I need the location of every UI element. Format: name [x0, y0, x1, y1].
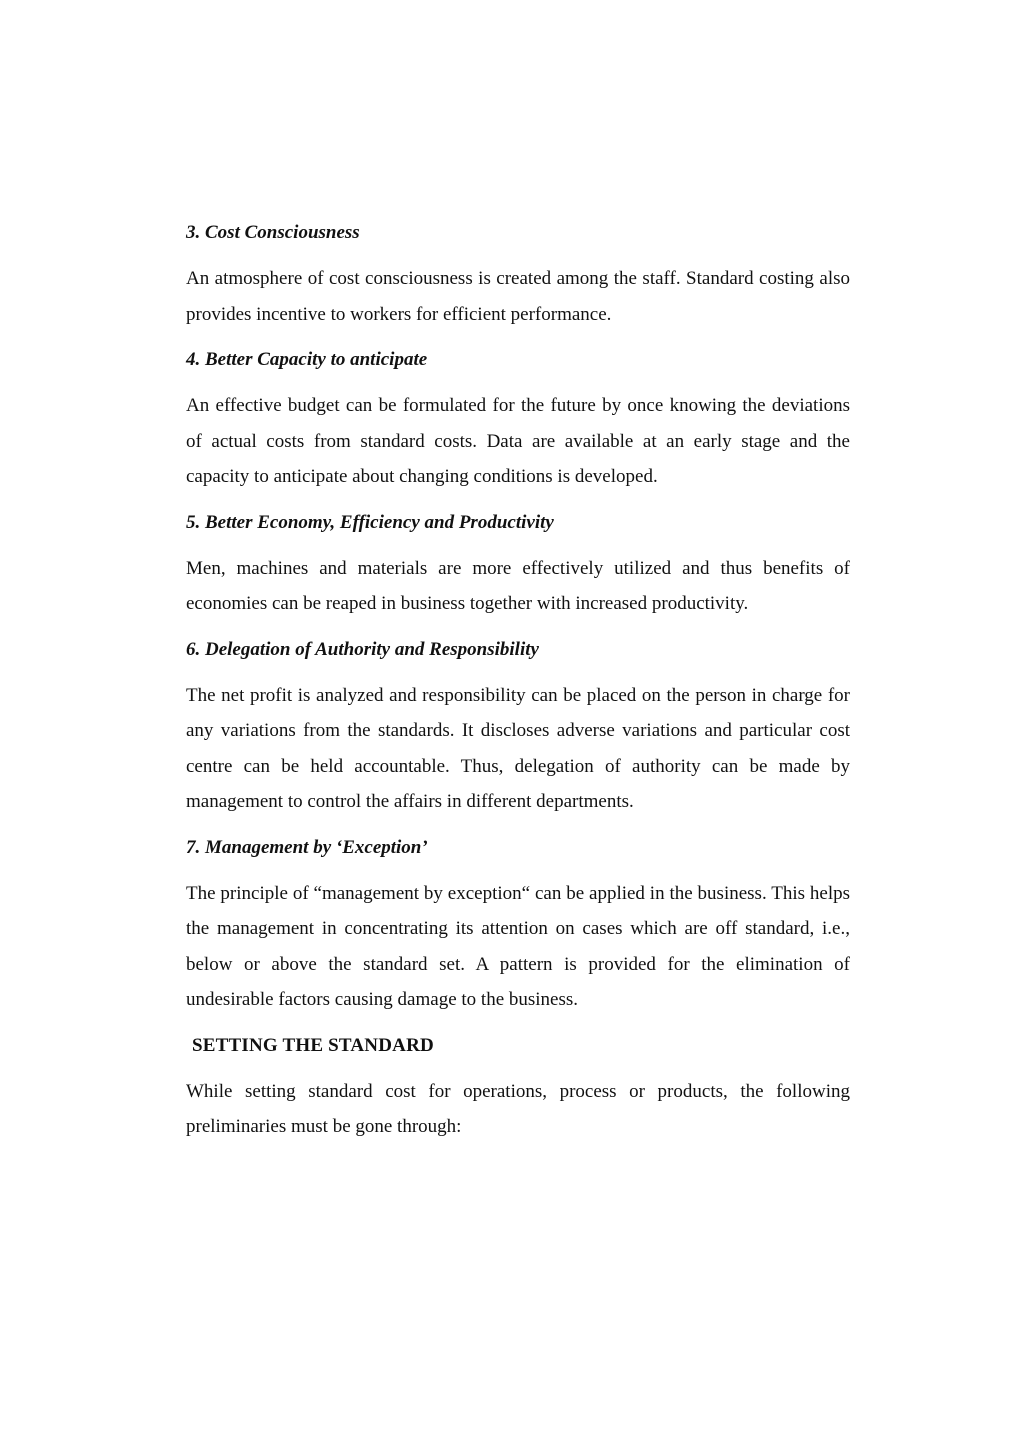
- paragraph-better-capacity: An effective budget can be formulated for the future by once knowing the deviations of actual costs from standard costs. Data are available at an early stage and the capacity to anticipate about changing conditions is developed.: [186, 395, 850, 487]
- document-page: [186, 218, 850, 1158]
- heading-better-economy: 5. Better Economy, Efficiency and Productivity: [186, 511, 554, 533]
- heading-delegation: 6. Delegation of Authority and Responsibility: [186, 638, 539, 660]
- paragraph-cost-consciousness: An atmosphere of cost consciousness is created among the staff. Standard costing also provides incentive to workers for efficient performance.: [186, 268, 850, 325]
- paragraph-better-economy: Men, machines and materials are more effectively utilized and thus benefits of economies can be reaped in business together with increased productivity.: [186, 557, 850, 614]
- heading-better-capacity: 4. Better Capacity to anticipate: [186, 349, 428, 370]
- section-title-setting-standard: SETTING THE STANDARD: [192, 1034, 434, 1056]
- paragraph-delegation: The net profit is analyzed and responsibility can be placed on the person in charge for any variations from the standards. It discloses adverse variations and particular cost centre can be held accountable. Thus, delegation of authority can be made by management to control the affairs in different departments.: [186, 684, 850, 812]
- heading-management-by-exception: 7. Management by ‘Exception’: [186, 836, 428, 858]
- heading-cost-consciousness: 3. Cost Consciousness: [186, 222, 360, 243]
- paragraph-management-by-exception: The principle of “management by exception“ can be applied in the business. This helps the management in concentrating its attention on cases which are off standard, i.e., below or above the standard set. A pattern is provided for the elimination of undesirable factors causing damage to the business.: [186, 882, 850, 1010]
- paragraph-setting-standard: While setting standard cost for operations, process or products, the following preliminaries must be gone through:: [186, 1080, 850, 1137]
